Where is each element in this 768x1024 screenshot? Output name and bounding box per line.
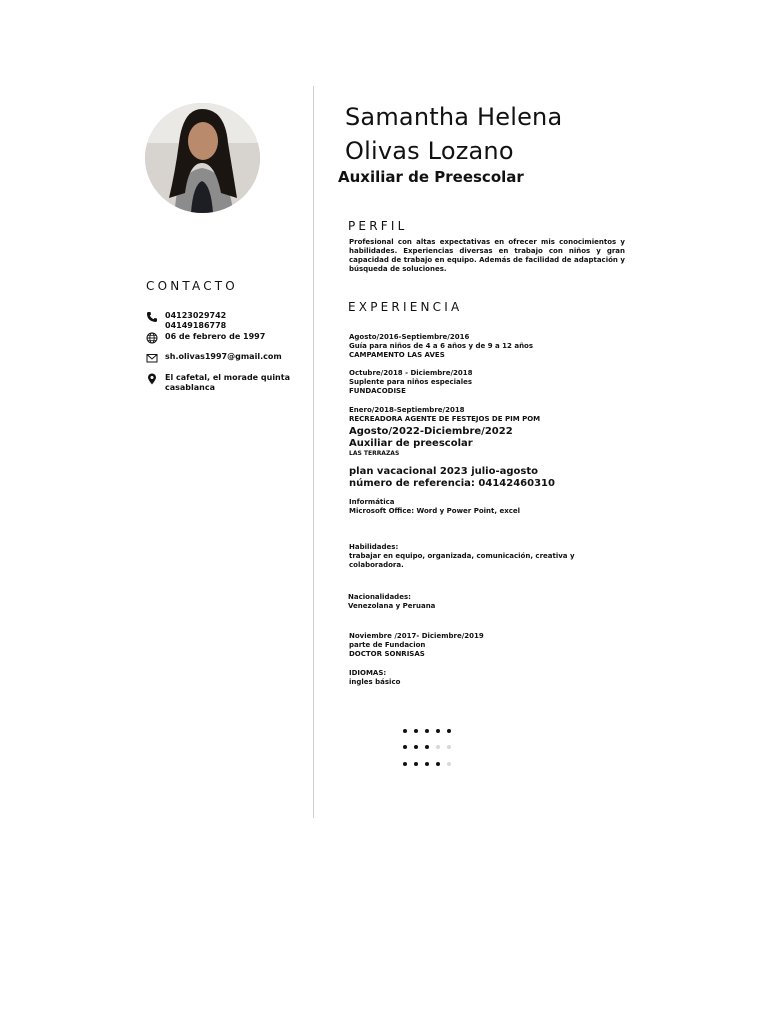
experience-date: Agosto/2016-Septiembre/2016 [349,333,470,341]
dot [425,745,429,749]
mail-icon [146,352,158,364]
experience-date: Octubre/2018 - Diciembre/2018 [349,369,473,377]
languages-label: IDIOMAS: [349,669,387,677]
languages-value: ingles básico [349,678,401,686]
contact-phones [146,311,226,331]
experience-description: Auxiliar de preescolar [349,438,473,449]
dot [403,745,407,749]
name-line1: Samantha Helena [345,103,563,131]
birthdate-text: 06 de febrero de 1997 [165,332,266,341]
profile-photo [145,103,260,213]
computing-value: Microsoft Office: Word y Power Point, excel [349,507,521,515]
dot [425,762,429,766]
computing-label: Informática [349,498,395,506]
phone-number-2: 04149186778 [165,321,227,330]
experience-entry-3 [349,406,540,424]
nationalities-section [348,593,435,611]
computing-section [349,498,520,516]
experience-description: parte de Fundacion [349,641,426,649]
experience-date: Agosto/2022-Diciembre/2022 [349,426,513,437]
experience-entry-4 [349,426,513,458]
globe-icon [146,332,158,344]
address-line-2: casablanca [165,383,216,392]
extra-experience [349,632,484,659]
dot [403,729,407,733]
skills-line-2: colaboradora. [349,561,404,569]
experience-date: Enero/2018-Septiembre/2018 [349,406,465,414]
contact-heading: CONTACTO [146,279,238,293]
phone-icon [146,311,158,323]
column-divider [313,86,314,818]
contact-address [146,373,290,393]
contact-email [146,352,282,364]
reference-line: número de referencia: 04142460310 [349,478,555,489]
candidate-name [345,100,562,168]
dot [447,762,451,766]
experience-organization: CAMPAMENTO LAS AVES [349,351,445,359]
profile-text: Profesional con altas expectativas en ofrecer mis conocimientos y habilidades. Experiencias diversas en trabajo con niños y gran capacidad de trabajo en equipo. Además de facilidad de adaptación y búsqueda de soluciones. [349,238,625,273]
skills-section [349,543,575,570]
dot [436,745,440,749]
dot [447,745,451,749]
experience-description: Guía para niños de 4 a 6 años y de 9 a 12 años [349,342,534,350]
dot [414,762,418,766]
experience-heading: EXPERIENCIA [348,300,463,314]
dot [425,729,429,733]
location-pin-icon [146,373,158,385]
dot [414,745,418,749]
experience-organization: DOCTOR SONRISAS [349,650,425,658]
phone-number-1: 04123029742 [165,311,227,320]
profile-heading: PERFIL [348,219,408,233]
experience-entry-2 [349,369,473,396]
nationalities-label: Nacionalidades: [348,593,411,601]
address-line-1: El cafetal, el morade quinta [165,373,290,382]
nationalities-value: Venezolana y Peruana [348,602,436,610]
experience-description: RECREADORA AGENTE DE FESTEJOS DE PIM POM [349,415,541,423]
plan-line: plan vacacional 2023 julio-agosto [349,466,538,477]
dot [447,729,451,733]
experience-entry-1 [349,333,533,360]
languages-section [349,669,400,687]
experience-description: Suplente para niños especiales [349,378,473,386]
dot [403,762,407,766]
dot [436,729,440,733]
experience-organization: LAS TERRAZAS [349,450,400,457]
dot [436,762,440,766]
skills-line-1: trabajar en equipo, organizada, comunicación, creativa y [349,552,575,560]
contact-birthdate [146,332,265,344]
experience-organization: FUNDACODISE [349,387,406,395]
name-line2: Olivas Lozano [345,137,514,165]
skills-label: Habilidades: [349,543,399,551]
job-title: Auxiliar de Preescolar [338,168,524,186]
experience-date: Noviembre /2017- Diciembre/2019 [349,632,484,640]
plan-vacacional [349,466,555,490]
dot [414,729,418,733]
email-text[interactable]: sh.olivas1997@gmail.com [165,352,282,361]
